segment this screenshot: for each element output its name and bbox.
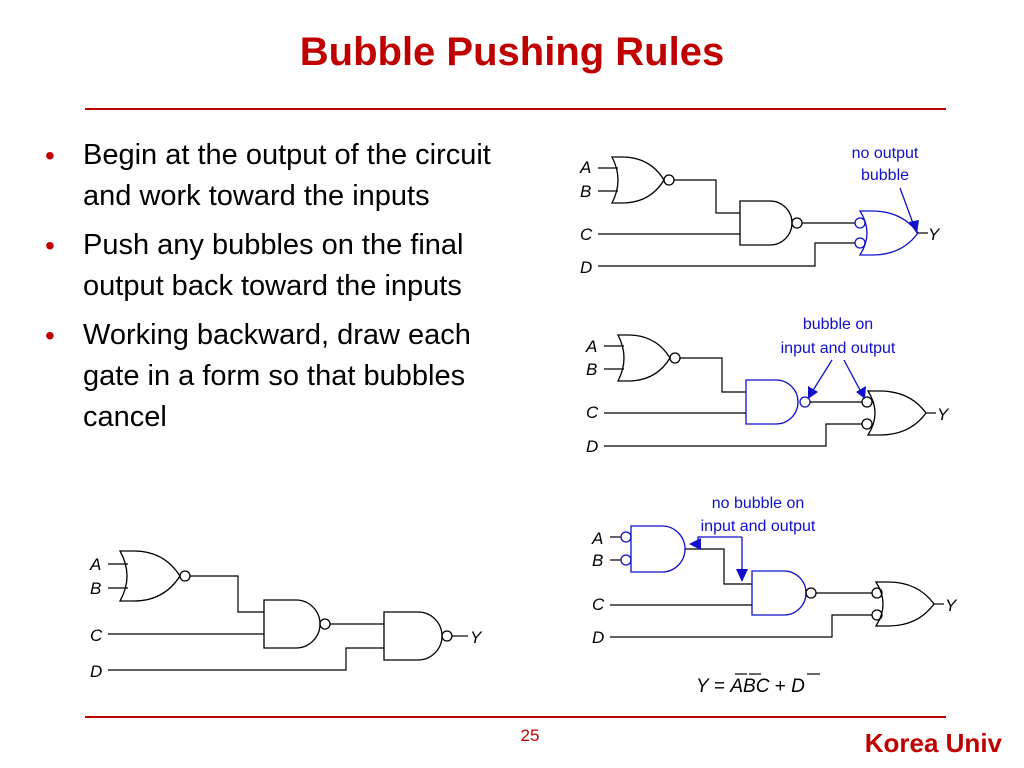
input-label-b: B [592,551,604,570]
output-label-y: Y [928,225,940,244]
inverter-bubble [806,588,816,598]
input-label-a: A [586,337,598,356]
circuit-left-example [89,551,483,681]
output-label-y: Y [937,405,949,424]
or-gate [860,211,918,255]
input-label-d: D [586,437,599,456]
or-gate [876,582,934,626]
circuit-original [579,145,941,277]
inverter-bubble [862,397,872,407]
nor-gate [612,157,664,203]
inverter-bubble [442,631,452,641]
input-label-c: C [580,225,593,244]
and-gate [631,526,685,572]
inverter-bubble [855,218,865,228]
bullet-item: • Begin at the output of the circuit and work toward the inputs [45,135,525,217]
footer-divider [85,716,946,718]
nor-gate [120,551,180,601]
input-label-a: A [90,555,102,574]
inverter-bubble [320,619,330,629]
bullet-item: • Working backward, draw each gate in a form so that bubbles cancel [45,315,525,438]
annotation-text: no bubble on [711,495,805,512]
nand-gate [264,600,320,648]
nand-gate [740,201,792,245]
inverter-bubble [670,353,680,363]
input-label-b: B [586,360,598,379]
inverter-bubble [792,218,802,228]
arrow [698,537,742,547]
bullet-icon: • [45,320,55,351]
slide-title: Bubble Pushing Rules [299,30,725,74]
input-label-d: D [580,258,593,277]
inverter-bubble [664,175,674,185]
or-gate [868,391,926,435]
bullet-icon: • [45,140,55,171]
inverter-bubble [621,532,631,542]
inverter-bubble [855,238,865,248]
bullet-icon: • [45,230,55,261]
arrow-head [689,538,701,550]
annotation-text: bubble on [802,316,874,333]
arrow-head [856,386,866,399]
page-number: 25 [520,726,540,745]
arrow-head [808,386,818,399]
input-label-a: A [592,529,604,548]
input-label-a: A [580,158,592,177]
inverter-bubble [862,419,872,429]
inverter-bubble [180,571,190,581]
arrow-head [736,569,748,582]
input-label-d: D [90,662,103,681]
brand-label: Korea Univ [864,728,1002,758]
annotation-text: no output [851,145,919,162]
output-label-y: Y [470,628,482,647]
nand-gate [752,571,806,615]
inverter-bubble [621,555,631,565]
circuit-final [591,495,958,697]
input-label-d: D [592,628,605,647]
circuit-bubble-pushed [585,316,950,456]
nand-gate [746,380,798,424]
nor-gate [618,335,670,381]
input-label-c: C [586,403,599,422]
output-label-y: Y [945,596,957,615]
annotation-text: input and output [780,340,896,357]
arrow [844,360,861,392]
annotation-text: input and output [700,518,816,535]
input-label-b: B [580,182,592,201]
annotation-text: bubble [860,167,910,184]
arrow [900,188,914,226]
input-label-c: C [592,595,605,614]
input-label-b: B [90,579,102,598]
bullet-item: • Push any bubbles on the final output back toward the inputs [45,225,525,307]
nand-gate [384,612,442,660]
input-label-c: C [90,626,103,645]
boolean-equation: Y = ABC + D [696,676,805,697]
arrow [812,360,832,392]
